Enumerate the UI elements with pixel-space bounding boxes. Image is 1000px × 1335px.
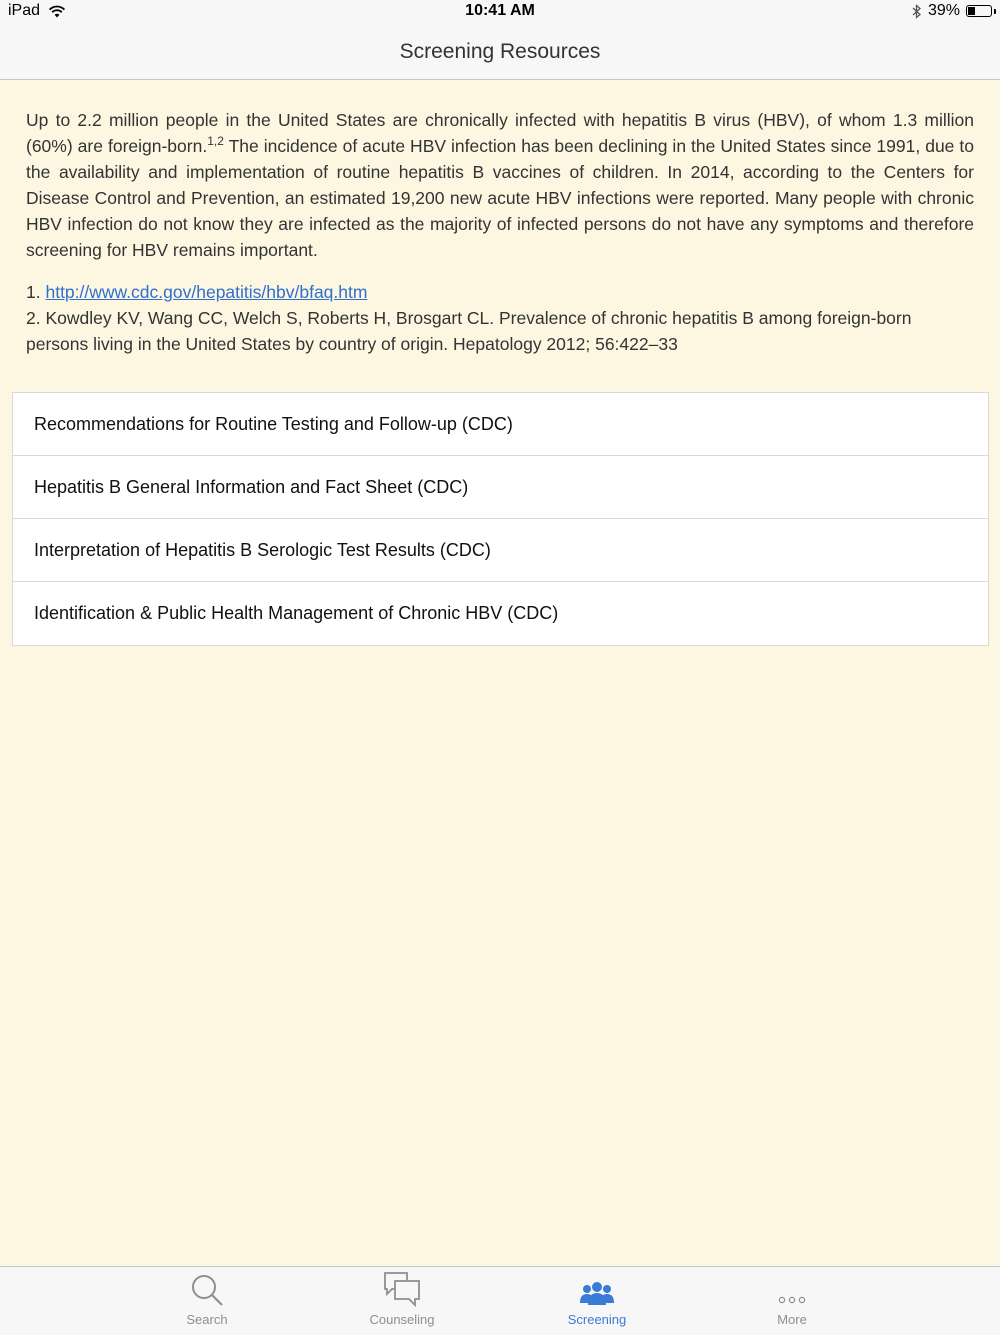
intro-text-part2: The incidence of acute HBV infection has been declining in the United States since 1991, due to the availability and implementation of routine hepatitis B vaccines of children. In 2014, according to the Centers for Disease Control and Prevention, an estimated 19,200 new acute HBV infections were reported. Many people with chronic HBV infection do not know they are infected as the majority of infected persons do not have any symptoms and therefore screening for HBV remains important. [26, 136, 975, 260]
intro-paragraph [26, 107, 974, 263]
tab-counseling-label: Counseling [369, 1312, 435, 1327]
tab-more[interactable] [732, 1267, 852, 1335]
references [26, 279, 974, 357]
resource-serologic-results[interactable]: Interpretation of Hepatitis B Serologic Test Results (CDC) [13, 519, 988, 582]
resource-public-health-management[interactable]: Identification & Public Health Management of Chronic HBV (CDC) [34, 603, 559, 623]
battery-percent: 39% [927, 2, 960, 19]
page-title: Screening Resources [399, 40, 601, 63]
intro-citation: 1,2 [207, 134, 224, 149]
navigation-bar [0, 26, 1000, 80]
people-icon [578, 1281, 616, 1307]
reference-1-link[interactable]: http://www.cdc.gov/hepatitis/hbv/bfaq.htm [45, 282, 368, 302]
chat-bubbles-icon [383, 1271, 421, 1307]
tab-more-label: More [777, 1312, 807, 1327]
tab-screening-label: Screening [567, 1312, 627, 1327]
status-right [912, 2, 992, 20]
battery-fill [968, 7, 975, 15]
content [0, 80, 1000, 623]
tab-search-label: Search [186, 1312, 228, 1327]
reference-1 [26, 279, 974, 305]
tab-screening[interactable] [537, 1267, 657, 1335]
battery-icon [966, 5, 992, 17]
bluetooth-icon [912, 4, 922, 19]
tab-search[interactable] [147, 1267, 267, 1335]
status-time: 10:41 AM [465, 2, 535, 19]
resource-routine-testing[interactable]: Recommendations for Routine Testing and Follow-up (CDC) [13, 393, 988, 456]
resource-list [12, 392, 989, 646]
intro-text-part1: Up to 2.2 million people in the United States are chronically infected with hepatitis B virus (HBV), of whom 1.3 million (60%) are foreign-born. [26, 110, 974, 156]
reference-2: 2. Kowdley KV, Wang CC, Welch S, Roberts H, Brosgart CL. Prevalence of chronic hepatitis B among foreign-born persons living in the United States by country of origin. Hepatology 2012; 56:422–33 [26, 308, 912, 354]
reference-1-prefix: 1. [26, 282, 46, 302]
device-label: iPad [8, 2, 41, 19]
tab-bar [0, 1266, 1000, 1335]
search-icon [190, 1273, 224, 1307]
resource-fact-sheet[interactable]: Hepatitis B General Information and Fact Sheet (CDC) [13, 456, 988, 519]
status-bar [0, 0, 1000, 26]
more-dots-icon [777, 1293, 807, 1307]
tab-counseling[interactable] [342, 1267, 462, 1335]
